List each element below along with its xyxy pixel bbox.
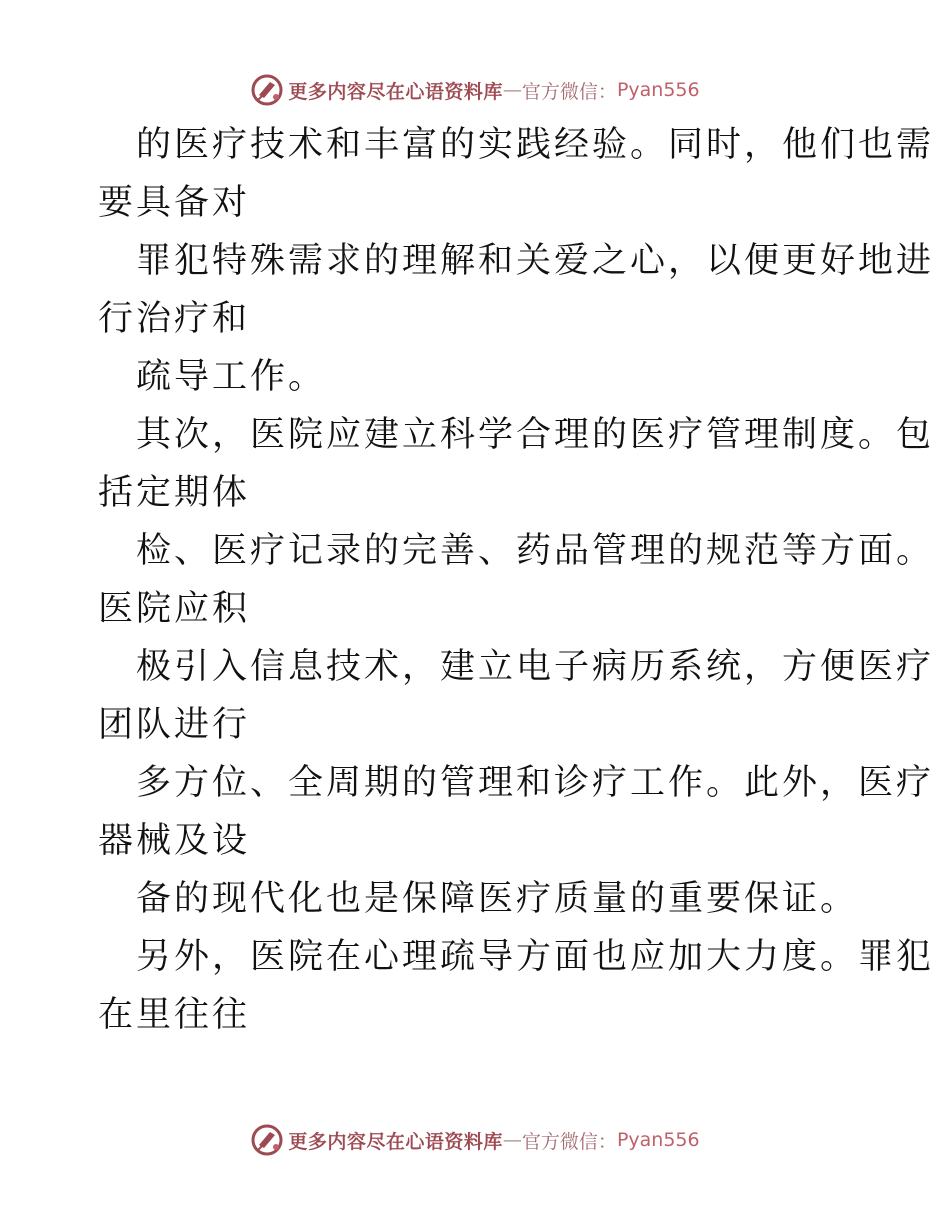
text-line: 另外，医院在心理疏导方面也应加大力度。罪犯 [136, 937, 935, 977]
text-line: 多方位、全周期的管理和诊疗工作。此外，医疗 [136, 763, 935, 803]
text-line: 在里往往 [98, 995, 251, 1035]
text-line: 备的现代化也是保障医疗质量的重要保证。 [136, 879, 859, 919]
text-line: 罪犯特殊需求的理解和关爱之心，以便更好地进 [136, 241, 935, 281]
text-line: 行治疗和 [98, 299, 251, 339]
logo-icon [250, 1123, 284, 1157]
text-line: 极引入信息技术，建立电子病历系统，方便医疗 [136, 647, 935, 687]
footer-site-text: 更多内容尽在心语资料库 [288, 1130, 503, 1153]
text-line: 要具备对 [98, 183, 251, 223]
logo-icon [250, 73, 284, 107]
text-line: 检、医疗记录的完善、药品管理的规范等方面。 [136, 531, 935, 571]
footer-separator: — [502, 1129, 522, 1151]
header-banner [0, 70, 950, 110]
text-line: 医院应积 [98, 589, 251, 629]
text-line: 的医疗技术和丰富的实践经验。同时，他们也需 [136, 125, 935, 165]
text-line: 器械及设 [98, 821, 251, 861]
text-line: 疏导工作。 [136, 357, 327, 397]
text-line: 括定期体 [98, 473, 251, 513]
header-site-text: 更多内容尽在心语资料库 [288, 80, 503, 103]
header-separator: — [502, 79, 522, 101]
header-wechat-id: Pyan556 [616, 79, 700, 101]
footer-wechat-id: Pyan556 [616, 1129, 700, 1151]
footer-wechat-label: 官方微信： [521, 1130, 617, 1153]
text-line: 其次，医院应建立科学合理的医疗管理制度。包 [136, 415, 935, 455]
header-wechat-label: 官方微信： [521, 80, 617, 103]
text-line: 团队进行 [98, 705, 251, 745]
footer-banner [0, 1120, 950, 1160]
